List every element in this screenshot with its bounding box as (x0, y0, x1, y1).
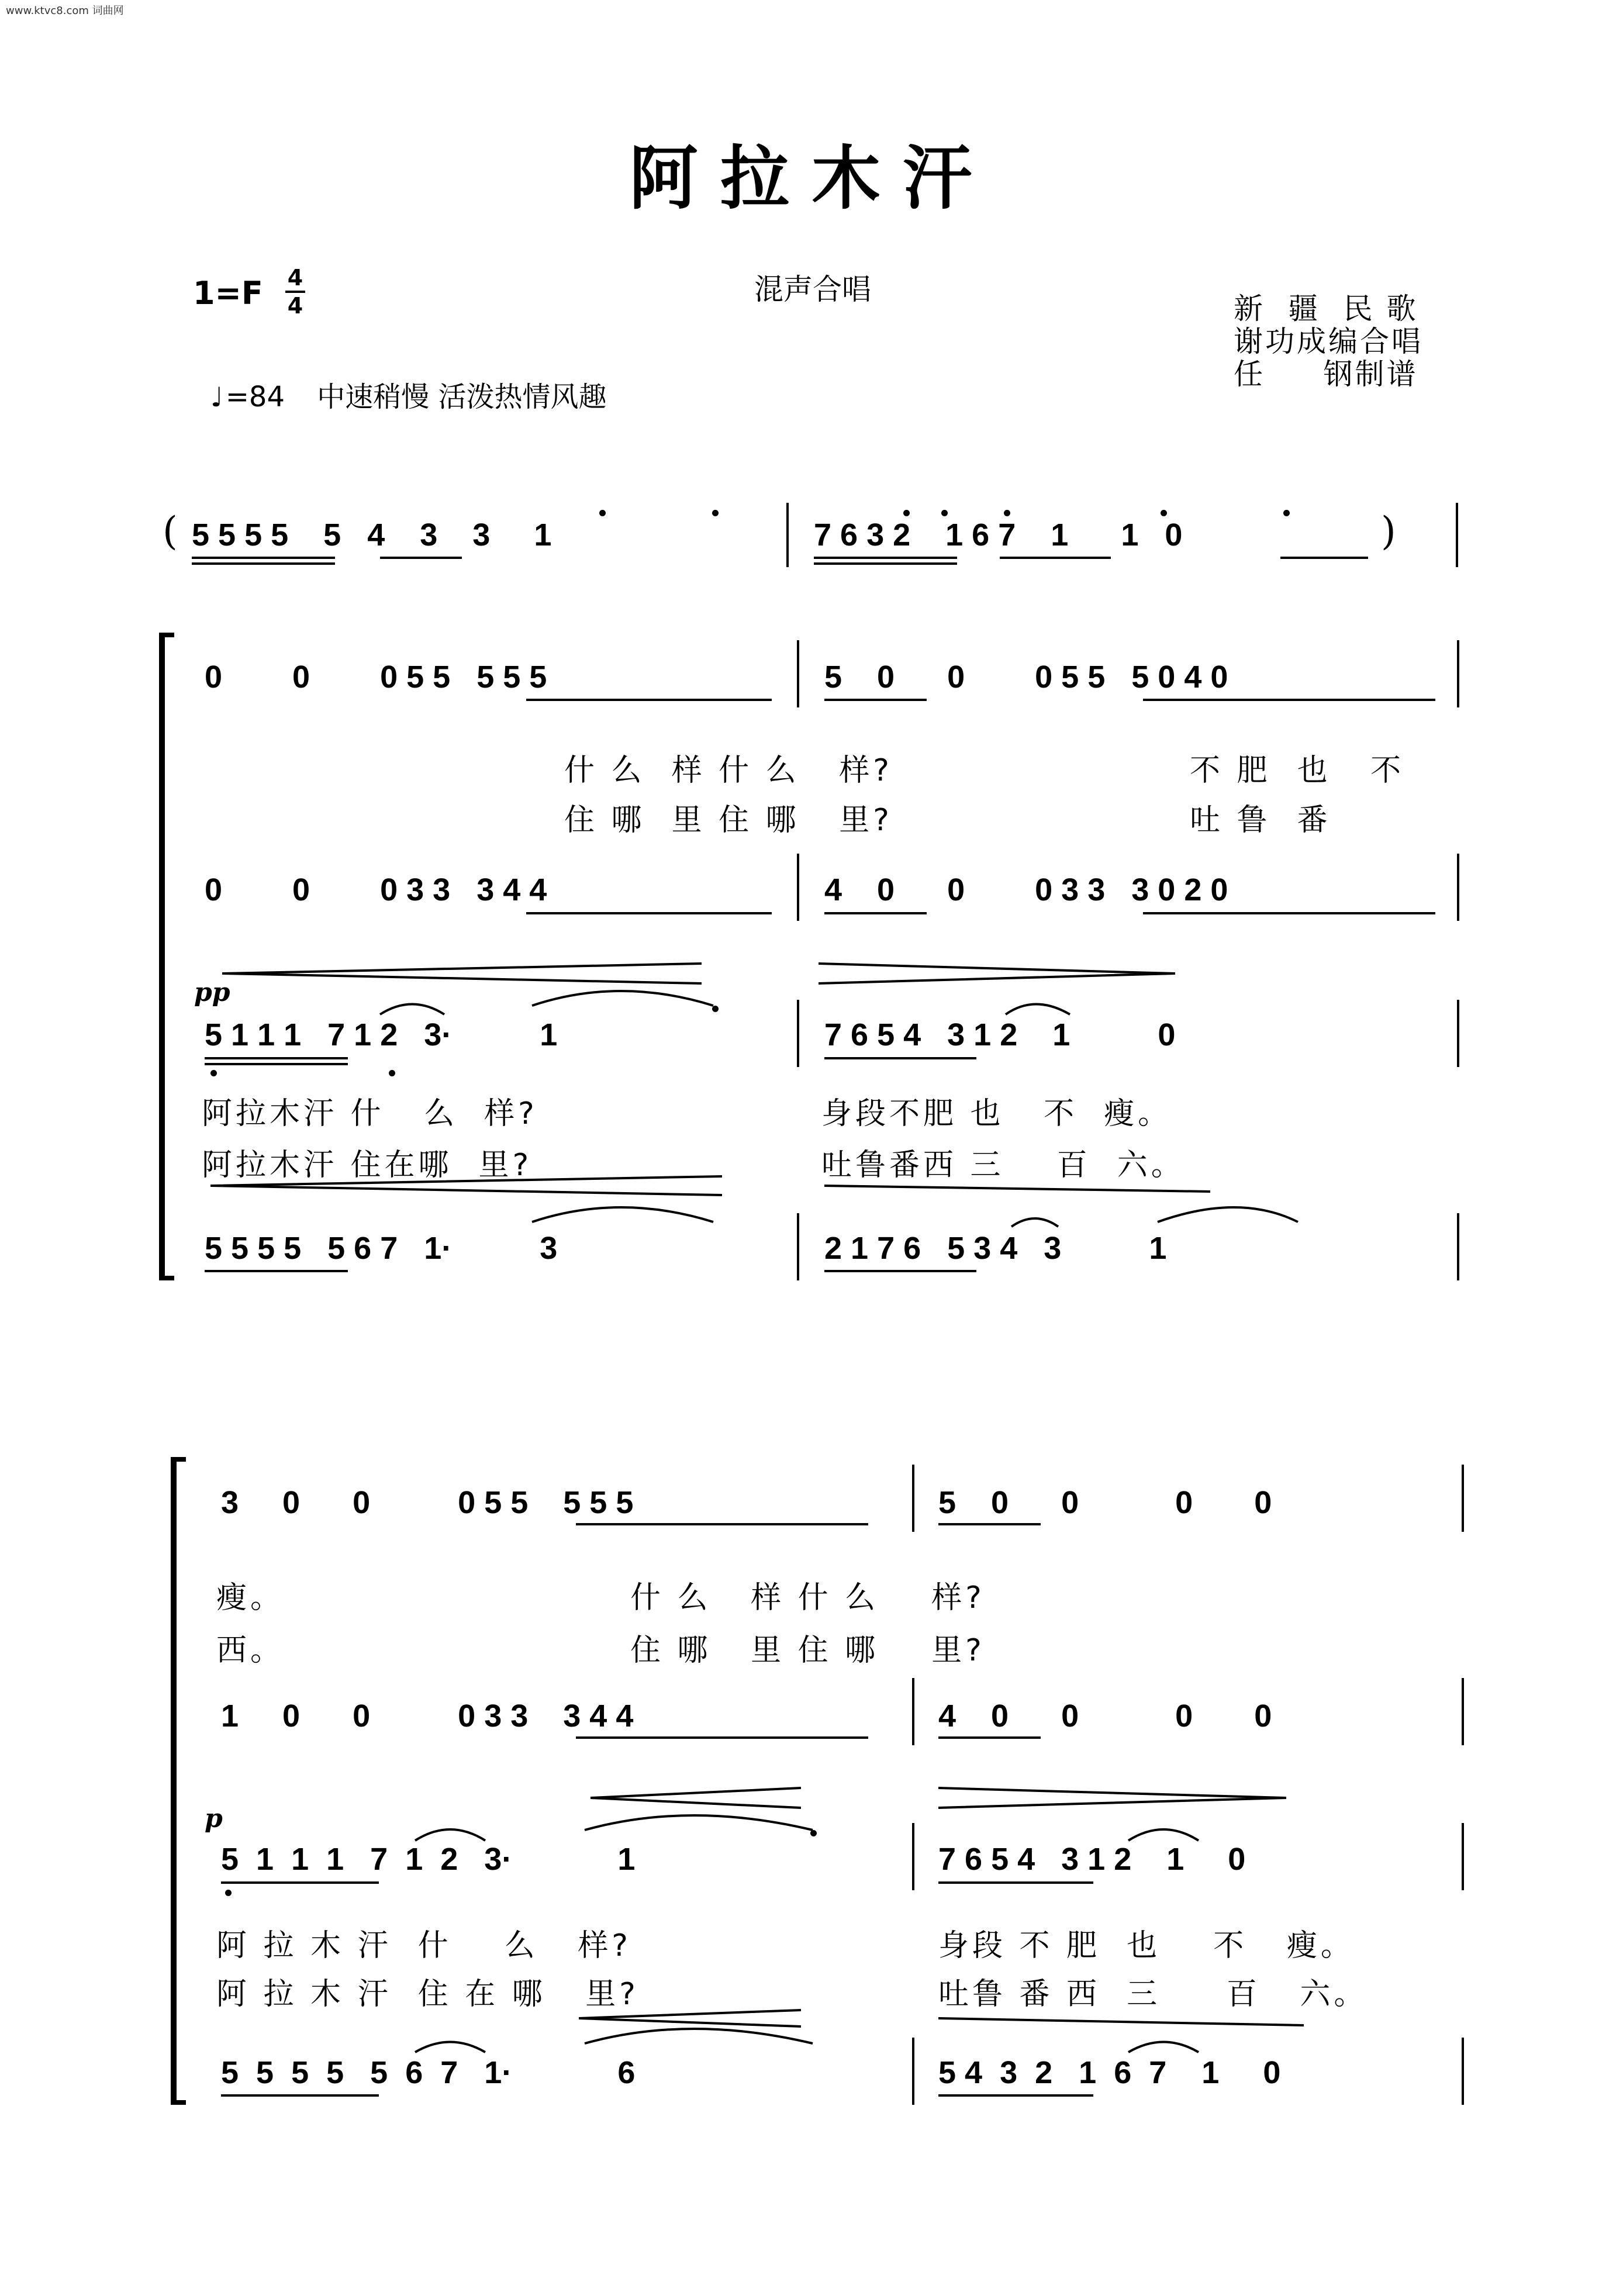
key-signature: 1=F (193, 275, 263, 312)
slur (1006, 1004, 1070, 1015)
slur (380, 1004, 444, 1015)
s2-dynamic: p (205, 1804, 223, 1834)
s2-voice3-lyric1-a: 阿 拉 木 汗 什 么 样? (216, 1928, 631, 1963)
s1-voice4-measure2: 2 1 7 6 5 3 4 3 1 (824, 1231, 1167, 1266)
slur (1128, 1829, 1199, 1841)
quarter-note-icon: ♩ (210, 381, 223, 413)
s1-voice3-measure1: 5 1 1 1 7 1 2 3· 1 (205, 1017, 558, 1052)
decrescendo-hairpin (938, 2018, 1304, 2025)
s2-lyric2-b: 住 哪 里 住 哪 里? (630, 1633, 985, 1668)
slur (415, 2042, 485, 2053)
slur (532, 1207, 713, 1222)
intro-open-paren: ( (163, 509, 178, 554)
slur (532, 991, 713, 1006)
s1-voice3-lyric2-b: 吐鲁番西 三 百 六。 (821, 1148, 1185, 1183)
s2-voice2-measure1: 1 0 0 0 3 3 3 4 4 (221, 1698, 634, 1734)
s2-voice1-measure2: 5 0 0 0 0 (938, 1485, 1272, 1520)
s1-dynamic: pp (194, 978, 230, 1007)
intro-measure-2: 7 6 3 2 1 6 7 1 1 0 (814, 517, 1183, 553)
s1-voice3-lyric1-a: 阿拉木汗 什 么 样? (202, 1096, 538, 1131)
decrescendo-hairpin (824, 1186, 1210, 1192)
decrescendo-hairpin (579, 2010, 801, 2026)
s2-voice3-measure2: 7 6 5 4 3 1 2 1 0 (938, 1842, 1246, 1877)
time-signature-top: 4 (287, 265, 303, 291)
s2-voice3-measure1: 5 1 1 1 7 1 2 3· 1 (221, 1842, 636, 1877)
slur (1158, 1207, 1298, 1222)
s2-voice3-lyric2-a: 阿 拉 木 汗 住 在 哪 里? (216, 1977, 639, 2012)
crescendo-hairpin (591, 1788, 801, 1808)
s2-lyric1-a: 瘦。 (216, 1580, 285, 1615)
slur (415, 1829, 485, 1841)
time-signature-bottom: 4 (287, 293, 303, 319)
subtitle: 混声合唱 (754, 272, 871, 306)
s1-voice2-measure2: 4 0 0 0 3 3 3 0 2 0 (824, 872, 1228, 907)
watermark: www.ktvc8.com 词曲网 (6, 5, 124, 17)
credit-engraver: 任 钢制谱 (1234, 357, 1418, 391)
s1-voice3-measure2: 7 6 5 4 3 1 2 1 0 (824, 1017, 1176, 1052)
s2-voice3-lyric2-b: 吐鲁 番 西 三 百 六。 (938, 1977, 1368, 2012)
s1-lyric2-b: 吐 鲁 番 (1190, 803, 1331, 838)
s1-lyric1-b: 不 肥 也 不 (1190, 753, 1405, 788)
decrescendo-hairpin (819, 964, 1175, 983)
s1-voice1-measure1: 0 0 0 5 5 5 5 5 (205, 660, 547, 695)
s2-voice3-lyric1-b: 身段 不 肥 也 不 瘦。 (938, 1928, 1355, 1963)
slur (585, 2029, 813, 2043)
slur (1128, 2042, 1199, 2053)
tempo-description: 中速稍慢 活泼热情风趣 (317, 381, 607, 413)
crescendo-hairpin (222, 964, 702, 983)
s2-lyric1-b: 什 么 样 什 么 样? (630, 1580, 985, 1615)
tempo-bpm: =84 (225, 381, 285, 413)
s1-lyric2-a: 住 哪 里 住 哪 里? (564, 803, 893, 838)
s1-voice2-measure1: 0 0 0 3 3 3 4 4 (205, 872, 547, 907)
intro-close-paren: ) (1381, 509, 1396, 554)
s1-lyric1-a: 什 么 样 什 么 样? (564, 753, 893, 788)
s2-voice2-measure2: 4 0 0 0 0 (938, 1698, 1272, 1734)
s2-voice4-measure2: 5 4 3 2 1 6 7 1 0 (938, 2055, 1281, 2090)
s1-voice4-measure1: 5 5 5 5 5 6 7 1· 3 (205, 1231, 558, 1266)
decrescendo-hairpin (210, 1176, 722, 1195)
page-title: 阿拉木汗 (629, 137, 994, 219)
s2-lyric2-a: 西。 (216, 1633, 285, 1668)
credit-origin: 新 疆 民 歌 (1234, 292, 1418, 326)
s2-voice4-measure1: 5 5 5 5 5 6 7 1· 6 (221, 2055, 636, 2090)
slur (585, 1815, 813, 1830)
s1-voice3-lyric1-b: 身段不肥 也 不 瘦。 (821, 1096, 1172, 1131)
s2-voice1-measure1: 3 0 0 0 5 5 5 5 5 (221, 1485, 634, 1520)
decrescendo-hairpin (938, 1788, 1286, 1808)
intro-measure-1: 5 5 5 5 5 4 3 3 1 (192, 517, 552, 553)
s1-voice1-measure2: 5 0 0 0 5 5 5 0 4 0 (824, 660, 1228, 695)
slur (1011, 1218, 1058, 1227)
credit-arranger: 谢功成编合唱 (1234, 324, 1423, 358)
s1-voice3-lyric2-a: 阿拉木汗 住在哪 里? (202, 1148, 533, 1183)
